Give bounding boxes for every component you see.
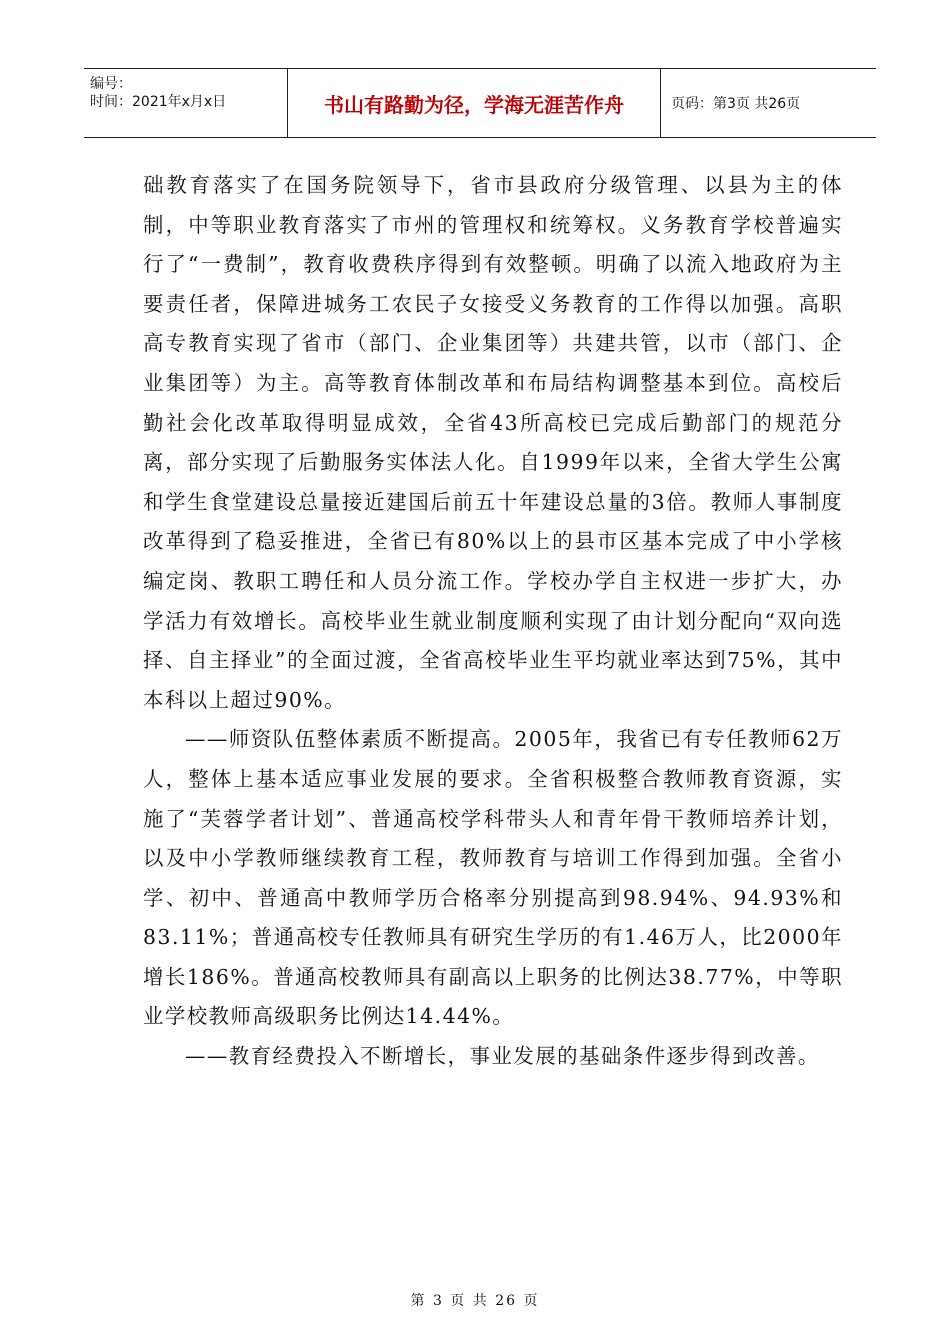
document-body [143,166,843,1077]
header-motto: 书山有路勤为径，学海无涯苦作舟 [288,69,661,137]
page-footer: 第 3 页 共 26 页 [410,1293,540,1309]
header-page-label: 页码：第3页 共26页 [671,96,801,112]
body-paragraph: 础教育落实了在国务院领导下，省市县政府分级管理、以县为主的体制，中等职业教育落实了市州的管理权和统筹权。义务教育学校普遍实行了“一费制”，教育收费秩序得到有效整顿。明确了以流入地政府为主要责任者，保障进城务工农民子女接受义务教育的工作得以加强。高职高专教育实现了省市（部门、企业集团等）共建共管，以市（部门、企业集团等）为主。高等教育体制改革和布局结构调整基本到位。高校后勤社会化改革取得明显成效，全省43所高校已完成后勤部门的规范分离，部分实现了后勤服务实体法人化。自1999年以来，全省大学生公寓和学生食堂建设总量接近建国后前五十年建设总量的3倍。教师人事制度改革得到了稳妥推进，全省已有80%以上的县市区基本完成了中小学核编定岗、教职工聘任和人员分流工作。学校办学自主权进一步扩大，办学活力有效增长。高校毕业生就业制度顺利实现了由计划分配向“双向选择、自主择业”的全面过渡，全省高校毕业生平均就业率达到75%，其中本科以上超过90%。 [143,173,843,712]
document-number-label: 编号： [90,76,132,92]
header-meta [84,69,288,137]
page-header [84,68,876,138]
body-paragraph: ——师资队伍整体素质不断提高。2005年，我省已有专任教师62万人，整体上基本适应事业发展的要求。全省积极整合教师教育资源，实施了“芙蓉学者计划”、普通高校学科带头人和青年骨干教师培养计划，以及中小学教师继续教育工程，教师教育与培训工作得到加强。全省小学、初中、普通高中教师学历合格率分别提高到98.94%、94.93%和83.11%；普通高校专任教师具有研究生学历的有1.46万人，比2000年增长186%。普通高校教师具有副高以上职务的比例达38.77%，中等职业学校教师高级职务比例达14.44%。 [143,727,843,1029]
body-paragraph: ——教育经费投入不断增长，事业发展的基础条件逐步得到改善。 [185,1044,820,1069]
document-time-label: 时间：2021年x月x日 [90,94,227,110]
